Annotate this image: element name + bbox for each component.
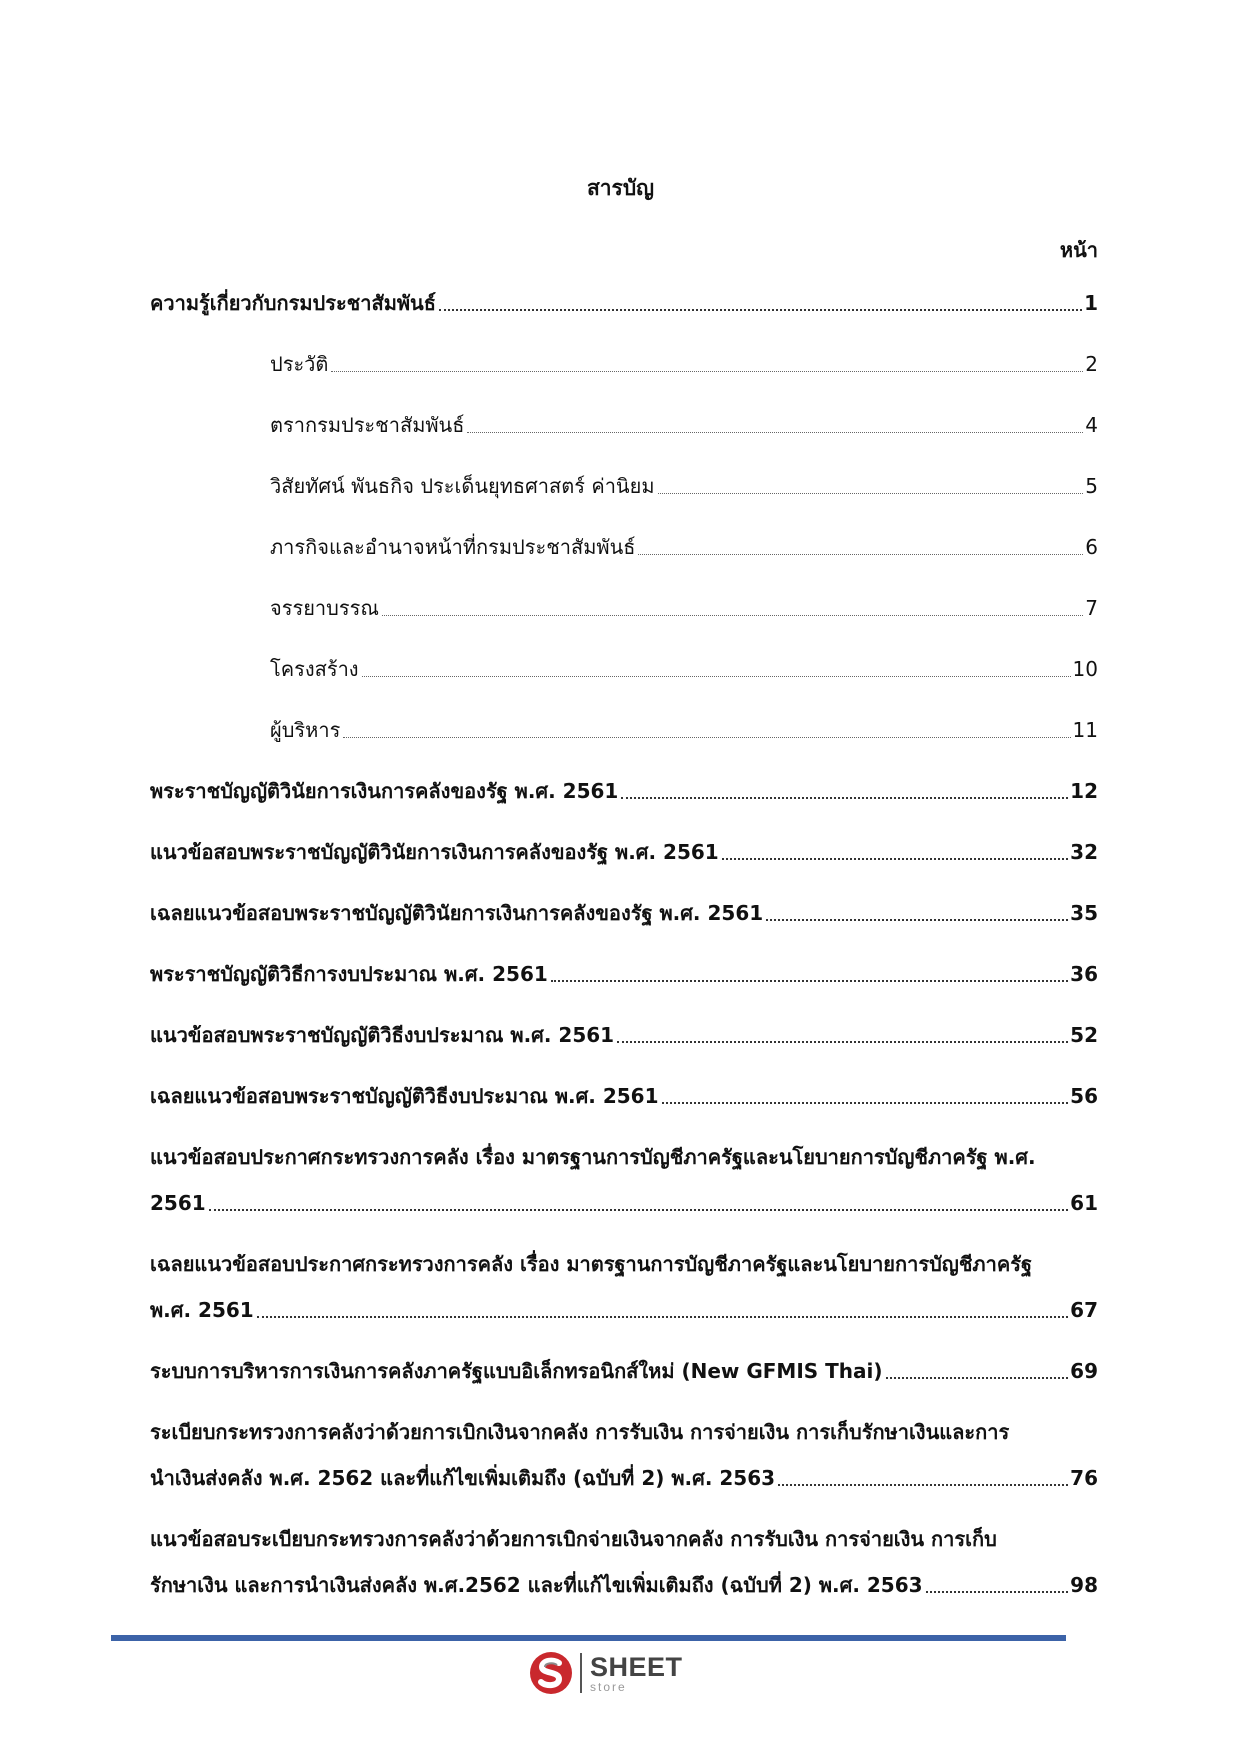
- toc-entry[interactable]: [150, 896, 1098, 930]
- toc-entry[interactable]: [150, 1018, 1098, 1052]
- toc-entry[interactable]: [150, 286, 1098, 320]
- toc-entry-label-line2: นำเงินส่งคลัง พ.ศ. 2562 และที่แก้ไขเพิ่มเติมถึง (ฉบับที่ 2) พ.ศ. 2563: [150, 1466, 776, 1490]
- toc-entry-page: 32: [1070, 840, 1098, 864]
- toc-entry-label: เฉลยแนวข้อสอบพระราชบัญญัติวินัยการเงินการคลังของรัฐ พ.ศ. 2561: [150, 901, 764, 925]
- toc-subentry[interactable]: [150, 469, 1098, 503]
- leader-dots: [331, 370, 1083, 372]
- leader-dots: [617, 1040, 1068, 1043]
- toc-entry-page: 76: [1070, 1466, 1098, 1490]
- toc-entry-label-line2: รักษาเงิน และการนำเงินส่งคลัง พ.ศ.2562 และที่แก้ไขเพิ่มเติมถึง (ฉบับที่ 2) พ.ศ. 2563: [150, 1573, 923, 1597]
- sheet-store-logo-icon: [528, 1650, 574, 1696]
- toc-entry-label: พระราชบัญญัติวินัยการเงินการคลังของรัฐ พ.ศ. 2561: [150, 779, 619, 803]
- toc-entry-page: 56: [1070, 1084, 1098, 1108]
- leader-dots: [382, 614, 1083, 616]
- leader-dots: [551, 979, 1068, 982]
- leader-dots: [778, 1483, 1068, 1486]
- toc-entry-page: 4: [1085, 413, 1098, 437]
- toc-entry-multiline[interactable]: [150, 1140, 1098, 1220]
- leader-dots: [343, 736, 1070, 738]
- toc-entry-page: 67: [1070, 1298, 1098, 1322]
- toc-entry-page: 6: [1085, 535, 1098, 559]
- leader-dots: [638, 553, 1083, 555]
- leader-dots: [658, 492, 1084, 494]
- footer-rule: [111, 1635, 1066, 1641]
- toc-entry-page: 5: [1085, 474, 1098, 498]
- toc-entry[interactable]: [150, 774, 1098, 808]
- toc-entry-page: 7: [1085, 596, 1098, 620]
- toc-entry-page: 10: [1072, 657, 1098, 681]
- toc-entry-page: 52: [1070, 1023, 1098, 1047]
- toc-entry-page: 35: [1070, 901, 1098, 925]
- leader-dots: [467, 431, 1083, 433]
- toc-entry-label: เฉลยแนวข้อสอบพระราชบัญญัติวิธีงบประมาณ พ.ศ. 2561: [150, 1084, 659, 1108]
- leader-dots: [621, 796, 1068, 799]
- page-column-header: หน้า: [1059, 238, 1098, 262]
- leader-dots: [662, 1101, 1069, 1104]
- leader-dots: [766, 918, 1068, 921]
- toc-subentry[interactable]: [150, 591, 1098, 625]
- toc-entry-multiline[interactable]: [150, 1415, 1098, 1495]
- toc-entry-label-line1: เฉลยแนวข้อสอบประกาศกระทรวงการคลัง เรื่อง มาตรฐานการบัญชีภาครัฐและนโยบายการบัญชีภาครัฐ: [150, 1252, 1032, 1276]
- toc-entry-label-line1: ระเบียบกระทรวงการคลังว่าด้วยการเบิกเงินจากคลัง การรับเงิน การจ่ายเงิน การเก็บรักษาเงินและการ: [150, 1420, 1010, 1444]
- logo-brand-sub: store: [590, 1679, 627, 1694]
- leader-dots: [439, 308, 1082, 311]
- toc-entry-label-line1: แนวข้อสอบประกาศกระทรวงการคลัง เรื่อง มาตรฐานการบัญชีภาครัฐและนโยบายการบัญชีภาครัฐ พ.ศ.: [150, 1145, 1036, 1169]
- toc-subentry[interactable]: [150, 408, 1098, 442]
- toc-entry-label: ผู้บริหาร: [270, 718, 341, 742]
- toc-entry-page: 1: [1084, 291, 1098, 315]
- toc-entry[interactable]: [150, 1079, 1098, 1113]
- logo-brand: SHEET: [590, 1651, 683, 1682]
- toc-entry-page: 2: [1085, 352, 1098, 376]
- logo-text: [590, 1651, 683, 1694]
- toc-entry-label: จรรยาบรรณ: [270, 596, 379, 620]
- toc-entry-multiline[interactable]: [150, 1522, 1098, 1602]
- leader-dots: [257, 1315, 1068, 1318]
- toc-entry-page: 36: [1070, 962, 1098, 986]
- leader-dots: [926, 1590, 1069, 1593]
- toc-entry-page: 11: [1072, 718, 1098, 742]
- toc-entry[interactable]: [150, 957, 1098, 991]
- toc-title: สารบัญ: [586, 176, 655, 200]
- toc-subentry[interactable]: [150, 347, 1098, 381]
- toc-entry-page: 69: [1070, 1359, 1098, 1383]
- toc-entry-multiline[interactable]: [150, 1247, 1098, 1327]
- table-of-contents: [150, 286, 1098, 1629]
- toc-entry-label: ตรากรมประชาสัมพันธ์: [270, 413, 465, 437]
- toc-entry-label: ประวัติ: [270, 352, 329, 376]
- toc-entry-label-line2: พ.ศ. 2561: [150, 1298, 254, 1322]
- toc-subentry[interactable]: [150, 652, 1098, 686]
- toc-entry-label: แนวข้อสอบพระราชบัญญัติวินัยการเงินการคลังของรัฐ พ.ศ. 2561: [150, 840, 719, 864]
- toc-subentry[interactable]: [150, 713, 1098, 747]
- toc-entry-label-line2: 2561: [150, 1191, 206, 1215]
- leader-dots: [722, 857, 1068, 860]
- toc-entry[interactable]: [150, 1354, 1098, 1388]
- leader-dots: [886, 1376, 1069, 1379]
- toc-entry[interactable]: [150, 835, 1098, 869]
- toc-entry-label: พระราชบัญญัติวิธีการงบประมาณ พ.ศ. 2561: [150, 962, 548, 986]
- toc-entry-page: 12: [1070, 779, 1098, 803]
- toc-subentry[interactable]: [150, 530, 1098, 564]
- toc-entry-label: ภารกิจและอำนาจหน้าที่กรมประชาสัมพันธ์: [270, 535, 636, 559]
- logo-separator: [580, 1653, 582, 1693]
- toc-entry-label-line1: แนวข้อสอบระเบียบกระทรวงการคลังว่าด้วยการเบิกจ่ายเงินจากคลัง การรับเงิน การจ่ายเงิน การเก็บ: [150, 1527, 997, 1551]
- toc-entry-label: วิสัยทัศน์ พันธกิจ ประเด็นยุทธศาสตร์ ค่านิยม: [270, 474, 655, 498]
- toc-entry-label: ระบบการบริหารการเงินการคลังภาครัฐแบบอิเล็กทรอนิกส์ใหม่ (New GFMIS Thai): [150, 1359, 883, 1383]
- leader-dots: [209, 1208, 1068, 1211]
- toc-entry-label: ความรู้เกี่ยวกับกรมประชาสัมพันธ์: [150, 291, 436, 315]
- sheet-store-logo: [528, 1648, 683, 1698]
- toc-entry-page: 61: [1070, 1191, 1098, 1215]
- leader-dots: [362, 675, 1071, 677]
- toc-entry-label: แนวข้อสอบพระราชบัญญัติวิธีงบประมาณ พ.ศ. 2561: [150, 1023, 615, 1047]
- toc-entry-label: โครงสร้าง: [270, 657, 359, 681]
- toc-entry-page: 98: [1070, 1573, 1098, 1597]
